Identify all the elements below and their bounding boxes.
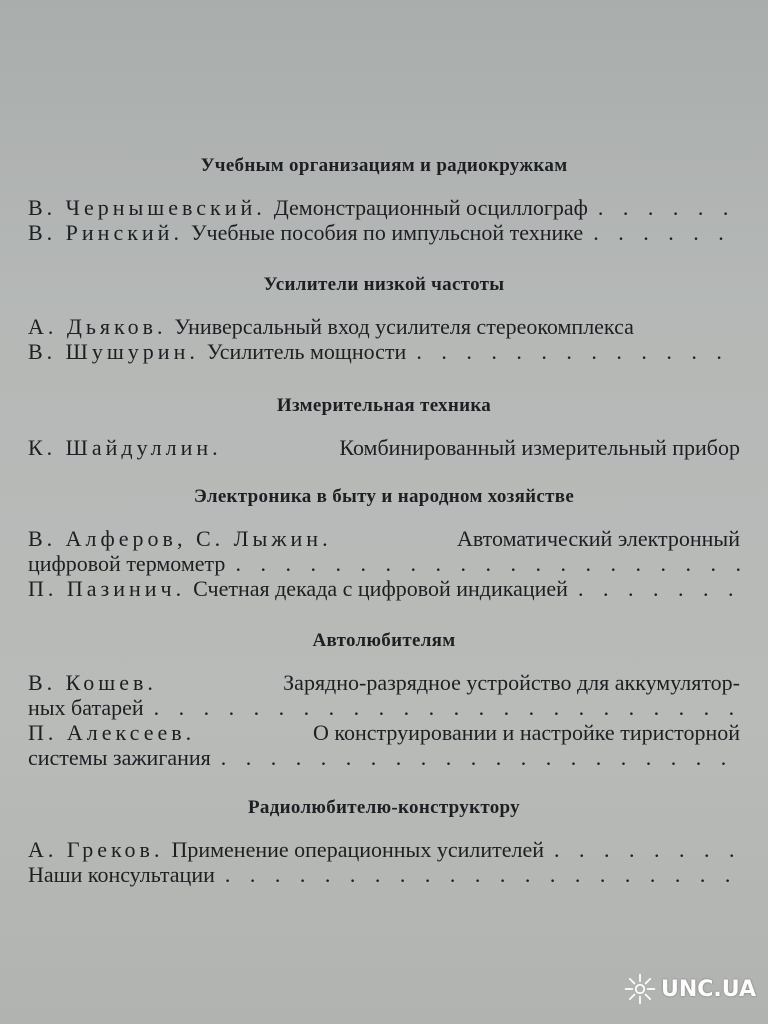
- leader-dots: [416, 339, 740, 364]
- entry-title: Применение операционных усилителей: [171, 837, 545, 862]
- toc-section: [0, 795, 768, 887]
- star-burst-icon: [623, 972, 657, 1006]
- toc-entry[interactable]: [0, 670, 740, 720]
- entry-author: П. Пазинич.: [28, 576, 186, 601]
- leader-dots: [154, 695, 740, 720]
- entry-author: В. Чернышевский.: [28, 195, 266, 220]
- entry-title: Универсальный вход усилителя стереокомплекса: [174, 314, 634, 339]
- entry-author: В. Кошев.: [28, 670, 157, 695]
- entry-author: В. Алферов, С. Лыжин.: [28, 526, 332, 551]
- entry-title: О конструировании и настройке тиристорной: [313, 720, 740, 745]
- leader-dots: [578, 576, 740, 601]
- watermark-text: UNC.UA: [661, 976, 756, 1002]
- section-heading: Электроника в быту и народном хозяйстве: [193, 486, 575, 507]
- leader-dots: [221, 745, 740, 770]
- entry-author: П. Алексеев.: [28, 720, 196, 745]
- entry-title: Автоматический электронный: [456, 526, 740, 551]
- leader-dots: [225, 862, 740, 887]
- toc-section: [0, 272, 768, 364]
- entry-title: Демонстрационный осциллограф: [273, 195, 588, 220]
- entry-author: А. Дьяков.: [28, 314, 167, 339]
- entry-title: Наши консультации: [28, 862, 215, 887]
- leader-dots: [598, 195, 740, 220]
- toc-entry[interactable]: [0, 862, 740, 887]
- toc-entry[interactable]: [0, 720, 740, 770]
- leader-dots: [235, 551, 740, 576]
- entry-title: Учебные пособия по импульсной технике: [190, 220, 584, 245]
- section-heading: Усилители низкой частоты: [263, 274, 505, 295]
- entry-author: В. Ринский.: [28, 220, 183, 245]
- entry-title: Зарядно-разрядное устройство для аккумулятор-: [283, 670, 740, 695]
- section-heading: Учебным организациям и радиокружкам: [200, 155, 568, 176]
- section-heading: Радиолюбителю-конструктору: [248, 797, 520, 818]
- toc-entry[interactable]: [0, 435, 740, 460]
- entry-title: Комбинированный измерительный прибор: [339, 435, 740, 460]
- entry-title-continuation: системы зажигания: [28, 745, 211, 770]
- entry-title-continuation: цифровой термометр: [28, 551, 226, 576]
- section-heading: Автолюбителям: [312, 630, 456, 651]
- section-heading: Измерительная техника: [276, 395, 492, 416]
- toc-entry[interactable]: [0, 314, 740, 339]
- entry-title: Усилитель мощности: [206, 339, 407, 364]
- toc-entry[interactable]: [0, 837, 740, 862]
- entry-title-continuation: ных батарей: [28, 695, 144, 720]
- toc-entry[interactable]: [0, 526, 740, 576]
- entry-author: А. Греков.: [28, 837, 164, 862]
- entry-author: К. Шайдуллин.: [28, 435, 222, 460]
- toc-entry[interactable]: [0, 195, 740, 220]
- toc-entry[interactable]: [0, 220, 740, 245]
- watermark: [623, 972, 756, 1006]
- toc-entry[interactable]: [0, 339, 740, 364]
- toc-entry[interactable]: [0, 576, 740, 601]
- entry-author: В. Шушурин.: [28, 339, 199, 364]
- toc-section: [0, 484, 768, 601]
- entry-title: Счетная декада с цифровой индикацией: [193, 576, 568, 601]
- toc-section: [0, 628, 768, 770]
- leader-dots: [593, 220, 740, 245]
- toc-section: [0, 153, 768, 245]
- toc-section: [0, 393, 768, 460]
- leader-dots: [554, 837, 740, 862]
